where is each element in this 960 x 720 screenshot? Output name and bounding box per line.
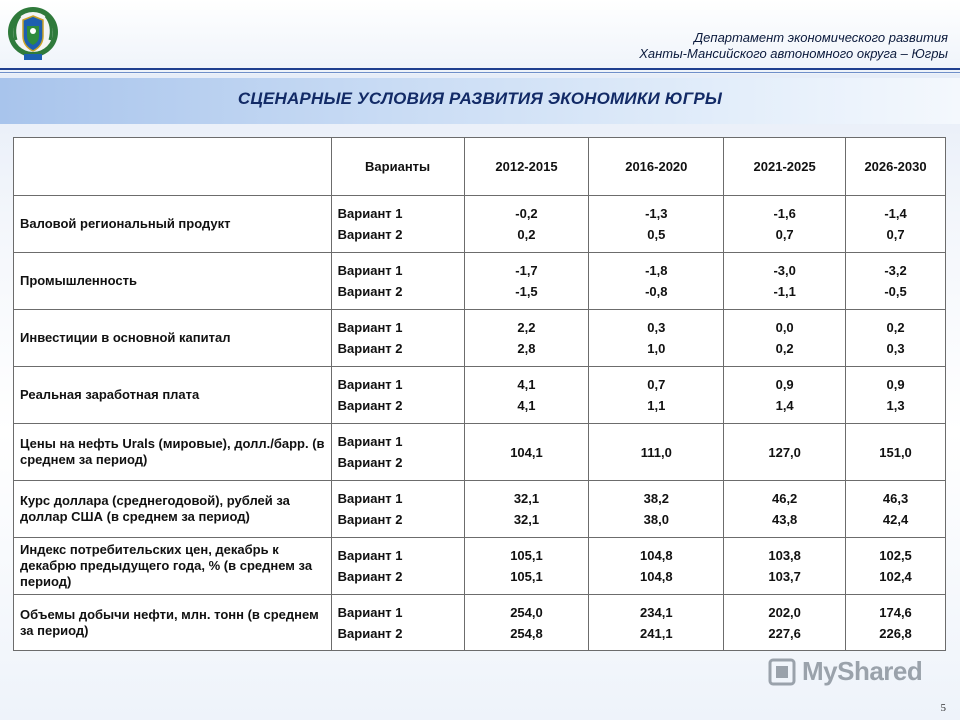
variant-cell: [331, 310, 464, 367]
value-v1: 0,0: [775, 320, 794, 335]
value-cell: [464, 538, 589, 595]
value-v1: 46,2: [771, 491, 798, 506]
value-v1: 254,0: [510, 604, 543, 620]
variant-1-label: Вариант 1: [337, 320, 403, 335]
row-label: Объемы добычи нефти, млн. тонн (в среднем за период): [14, 595, 332, 651]
variant-2-label: Вариант 2: [337, 341, 403, 356]
header-divider: [0, 68, 960, 70]
value-v1: -0,2: [515, 206, 538, 221]
column-header: 2026-2030: [846, 138, 946, 196]
value-cell: [724, 310, 846, 367]
value-v2: 1,4: [775, 398, 794, 413]
department-heading: [639, 30, 948, 62]
department-line-2: Ханты-Мансийского автономного округа – Югры: [639, 46, 948, 61]
value-v1: 0,9: [775, 377, 794, 392]
variant-2-label: Вариант 2: [337, 625, 403, 641]
value-v1: 105,1: [510, 548, 543, 563]
value-cell: 111,0: [589, 424, 724, 481]
table-row: [14, 367, 946, 424]
value-cell: [589, 595, 724, 651]
value-cell: [589, 481, 724, 538]
variant-2-label: Вариант 2: [337, 455, 403, 470]
value-v2: 0,2: [517, 227, 536, 242]
value-v1: 102,5: [879, 548, 912, 563]
value-v1: 4,1: [517, 377, 536, 392]
myshared-logo-icon: [768, 658, 796, 686]
value-v1: 2,2: [517, 320, 536, 335]
variant-2-label: Вариант 2: [337, 512, 403, 527]
variant-cell: [331, 481, 464, 538]
value-v1: 0,2: [886, 320, 905, 335]
value-cell: [464, 481, 589, 538]
value-cell: [724, 253, 846, 310]
value-v1: -3,2: [884, 263, 907, 278]
row-label: Цены на нефть Urals (мировые), долл./барр. (в среднем за период): [14, 424, 332, 481]
variant-1-label: Вариант 1: [337, 548, 403, 563]
variant-2-label: Вариант 2: [337, 227, 403, 242]
value-cell: [846, 595, 946, 651]
value-cell: [846, 310, 946, 367]
variant-cell: [331, 538, 464, 595]
coat-of-arms-icon: [6, 4, 60, 64]
header-empty-cell: [14, 138, 332, 196]
value-cell: [589, 253, 724, 310]
table-row: [14, 310, 946, 367]
value-v1: -1,7: [515, 263, 538, 278]
value-v1: 0,9: [886, 377, 905, 392]
variant-1-label: Вариант 1: [337, 263, 403, 278]
value-cell: 104,1: [464, 424, 589, 481]
value-v2: 0,5: [647, 227, 666, 242]
variant-1-label: Вариант 1: [337, 434, 403, 449]
value-v2: 0,2: [775, 341, 794, 356]
row-label: Курс доллара (среднегодовой), рублей за доллар США (в среднем за период): [14, 481, 332, 538]
page-number: 5: [940, 702, 946, 714]
value-cell: [724, 481, 846, 538]
column-header: 2016-2020: [589, 138, 724, 196]
value-v1: 38,2: [643, 491, 669, 506]
value-cell: [589, 367, 724, 424]
value-v2: 1,0: [647, 341, 666, 356]
value-cell: [846, 538, 946, 595]
row-label: Промышленность: [14, 253, 332, 310]
variant-2-label: Вариант 2: [337, 284, 403, 299]
value-v2: 104,8: [640, 569, 673, 584]
row-label: Индекс потребительских цен, декабрь к декабрю предыдущего года, % (в среднем за период): [14, 538, 332, 595]
table-header-row: [14, 138, 946, 196]
value-v2: -1,5: [515, 284, 538, 299]
value-cell: [846, 367, 946, 424]
value-v2: -1,1: [773, 284, 796, 299]
page-title: СЦЕНАРНЫЕ УСЛОВИЯ РАЗВИТИЯ ЭКОНОМИКИ ЮГРЫ: [237, 89, 723, 108]
column-header: 2021-2025: [724, 138, 846, 196]
value-cell: [464, 253, 589, 310]
variant-cell: [331, 253, 464, 310]
value-v1: -1,4: [884, 206, 907, 221]
value-v2: 254,8: [510, 625, 543, 641]
table-row: [14, 424, 946, 481]
value-v2: 241,1: [640, 625, 673, 641]
value-v1: 46,3: [882, 491, 909, 506]
variant-1-label: Вариант 1: [337, 377, 403, 392]
row-label: Валовой региональный продукт: [14, 196, 332, 253]
row-label: Инвестиции в основной капитал: [14, 310, 332, 367]
value-cell: [846, 196, 946, 253]
table-row: [14, 481, 946, 538]
value-v2: 38,0: [643, 512, 669, 527]
value-v1: 174,6: [879, 604, 912, 620]
value-v2: 226,8: [879, 625, 912, 641]
value-cell: 151,0: [846, 424, 946, 481]
value-v2: 43,8: [771, 512, 798, 527]
value-cell: [846, 481, 946, 538]
table-row: [14, 253, 946, 310]
value-v2: 105,1: [510, 569, 543, 584]
value-v1: 0,3: [647, 320, 666, 335]
value-v1: -1,8: [645, 263, 668, 278]
value-v2: -0,8: [645, 284, 668, 299]
value-cell: [589, 538, 724, 595]
value-cell: [846, 253, 946, 310]
variant-1-label: Вариант 1: [337, 206, 403, 221]
column-header: Варианты: [331, 138, 464, 196]
value-cell: [464, 310, 589, 367]
variant-cell: [331, 367, 464, 424]
watermark-text: MyShared: [802, 656, 923, 686]
value-v1: 234,1: [640, 604, 673, 620]
value-v1: 104,8: [640, 548, 673, 563]
value-v1: 103,8: [768, 548, 801, 563]
value-v2: 2,8: [517, 341, 536, 356]
department-line-1: Департамент экономического развития: [694, 30, 948, 45]
variant-2-label: Вариант 2: [337, 398, 403, 413]
header-divider-thin: [0, 72, 960, 73]
value-cell: [589, 310, 724, 367]
value-v1: -1,6: [773, 206, 796, 221]
variant-2-label: Вариант 2: [337, 569, 403, 584]
value-v2: 0,7: [775, 227, 794, 242]
variant-1-label: Вариант 1: [337, 491, 403, 506]
value-cell: [724, 595, 846, 651]
value-cell: [724, 538, 846, 595]
value-v2: 103,7: [768, 569, 801, 584]
value-cell: 127,0: [724, 424, 846, 481]
table-row: [14, 196, 946, 253]
table-row: [14, 595, 946, 651]
value-cell: [724, 196, 846, 253]
value-v1: 32,1: [513, 491, 540, 506]
value-v2: 42,4: [882, 512, 909, 527]
value-v2: 0,3: [886, 341, 905, 356]
value-v2: 1,3: [886, 398, 905, 413]
value-v1: 202,0: [768, 604, 801, 620]
value-v2: 102,4: [879, 569, 912, 584]
value-v2: 1,1: [647, 398, 666, 413]
value-v2: 0,7: [886, 227, 905, 242]
value-cell: [464, 367, 589, 424]
value-cell: [464, 595, 589, 651]
variant-cell: [331, 196, 464, 253]
value-cell: [724, 367, 846, 424]
variant-cell: [331, 424, 464, 481]
value-cell: [464, 196, 589, 253]
value-v2: -0,5: [884, 284, 907, 299]
value-cell: [589, 196, 724, 253]
column-header: 2012-2015: [464, 138, 589, 196]
value-v1: 0,7: [647, 377, 666, 392]
variant-cell: [331, 595, 464, 651]
variant-1-label: Вариант 1: [337, 604, 403, 620]
value-v2: 4,1: [517, 398, 536, 413]
table-row: [14, 538, 946, 595]
row-label: Реальная заработная плата: [14, 367, 332, 424]
value-v1: -1,3: [645, 206, 668, 221]
value-v1: -3,0: [773, 263, 796, 278]
value-v2: 32,1: [513, 512, 540, 527]
value-v2: 227,6: [768, 625, 801, 641]
scenario-table: [13, 137, 946, 651]
